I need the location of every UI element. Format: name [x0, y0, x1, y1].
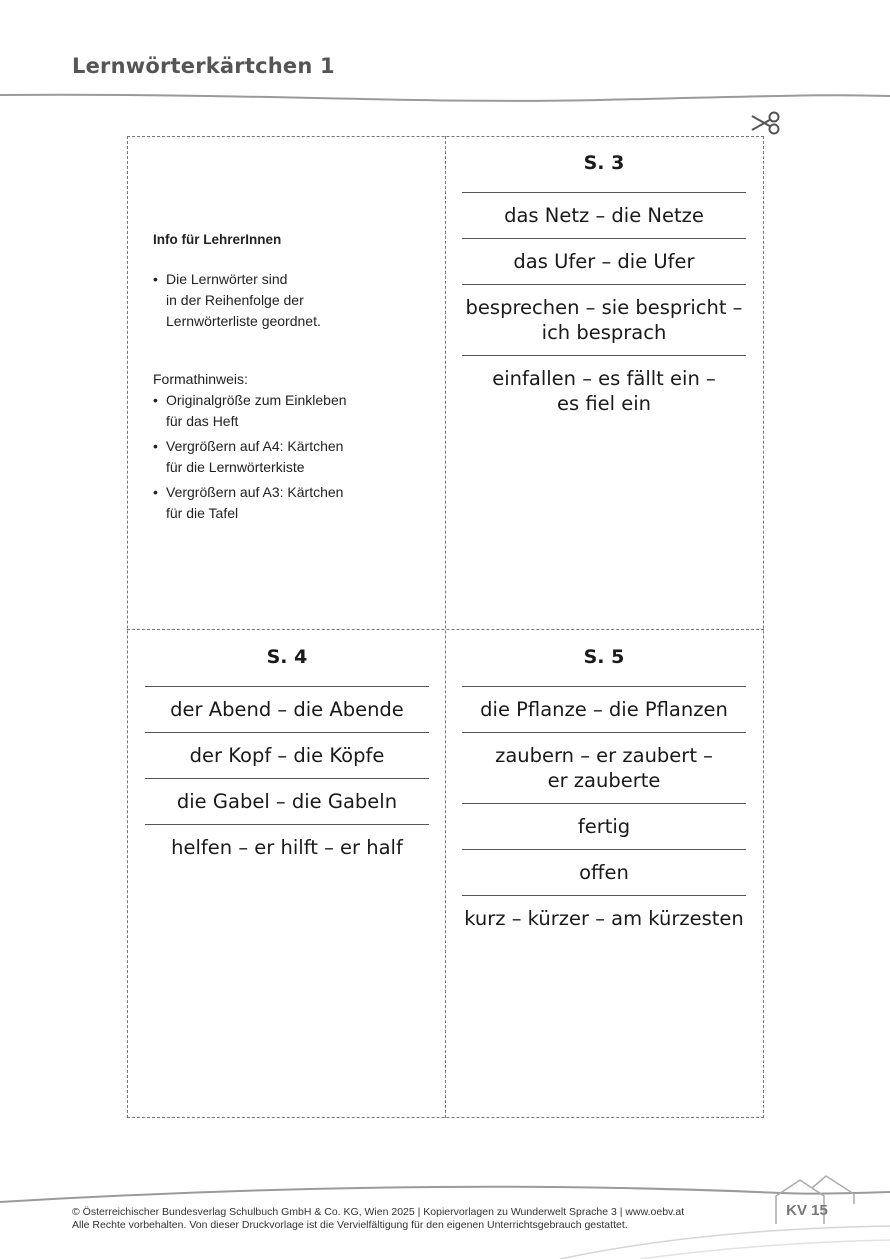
word-entry: zaubern – er zaubert – er zauberte [462, 733, 746, 804]
word-card-s3 [462, 137, 746, 426]
card-title: S. 5 [462, 631, 746, 687]
format-label: Formathinweis: [153, 371, 248, 387]
format-bullet-text: Vergrößern auf A3: Kärtchen für die Tafel [166, 484, 344, 521]
word-card-s4 [145, 631, 429, 870]
teacher-info-panel [153, 232, 393, 528]
info-bullet [153, 269, 393, 332]
word-entry: einfallen – es fällt ein – es fiel ein [492, 367, 716, 415]
format-bullet [153, 390, 393, 432]
footer-copyright [72, 1206, 772, 1232]
format-bullet [153, 436, 393, 478]
word-entry: die Pflanze – die Pflanzen [462, 687, 746, 733]
header-wave-divider [0, 86, 890, 106]
card-title: S. 3 [462, 137, 746, 193]
page-badge: KV 15 [786, 1202, 828, 1219]
word-entry: besprechen – sie bespricht – ich besprach [462, 285, 746, 356]
info-bullet-text: Die Lernwörter sind in der Reihenfolge der Lernwörterliste geordnet. [166, 271, 321, 329]
format-bullet-text: Originalgröße zum Einkleben für das Heft [166, 392, 347, 429]
format-bullet-text: Vergrößern auf A4: Kärtchen für die Lernwörterkiste [166, 438, 344, 475]
cut-line-vertical [445, 136, 446, 1118]
word-entry: fertig [462, 804, 746, 850]
word-entry: die Gabel – die Gabeln [145, 779, 429, 825]
word-card-s5 [462, 631, 746, 941]
word-entry: das Ufer – die Ufer [462, 239, 746, 285]
page-title: Lernwörterkärtchen 1 [72, 54, 335, 78]
word-entry: der Abend – die Abende [145, 687, 429, 733]
card-title: S. 4 [145, 631, 429, 687]
cut-line-horizontal [127, 629, 764, 630]
scissors-icon [750, 110, 782, 136]
word-entry: kurz – kürzer – am kürzesten [464, 907, 744, 930]
info-heading: Info für LehrerInnen [153, 232, 282, 247]
word-entry: helfen – er hilft – er half [171, 836, 403, 859]
footer-line-1: © Österreichischer Bundesverlag Schulbuch GmbH & Co. KG, Wien 2025 | Kopiervorlagen zu Wunderwelt Sprache 3 | www.oebv.at [72, 1206, 685, 1218]
footer-line-2: Alle Rechte vorbehalten. Von dieser Druckvorlage ist die Vervielfältigung für den eigenen Unterrichtsgebrauch gestattet. [72, 1219, 628, 1231]
format-bullet [153, 482, 393, 524]
word-entry: offen [462, 850, 746, 896]
word-entry: der Kopf – die Köpfe [145, 733, 429, 779]
word-entry: das Netz – die Netze [462, 193, 746, 239]
